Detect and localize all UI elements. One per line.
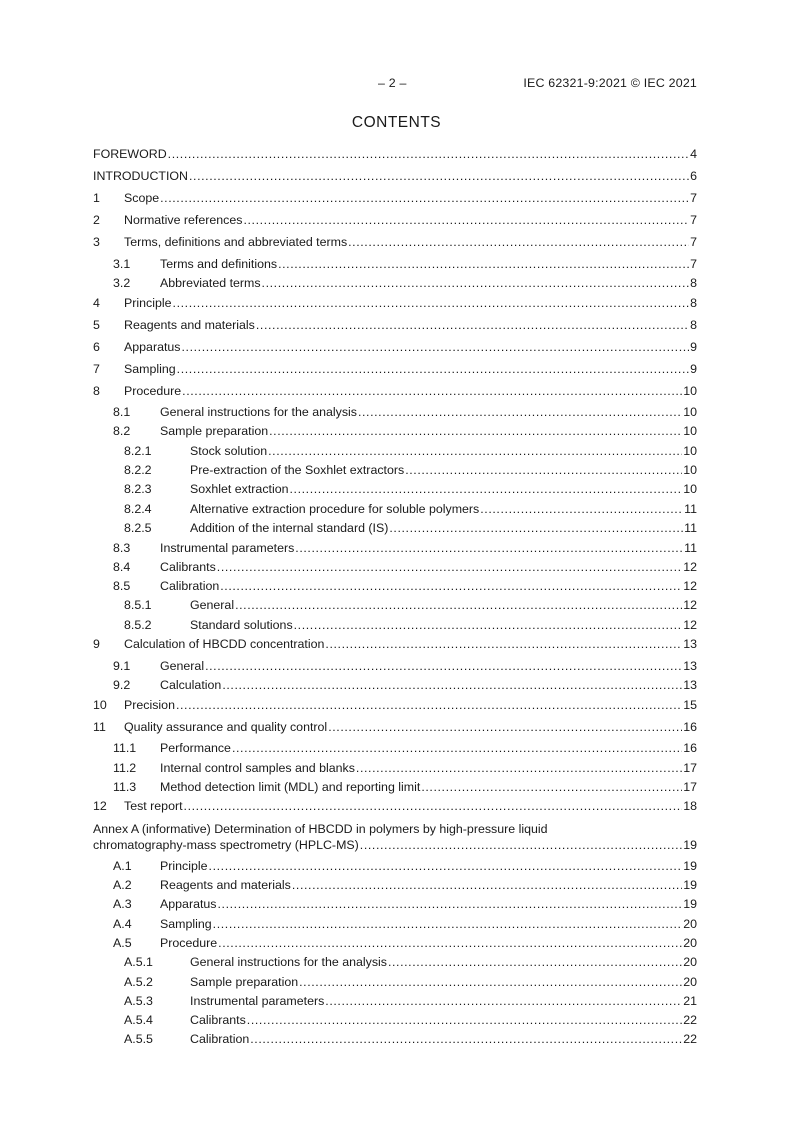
toc-entry-page: 11 (684, 521, 697, 535)
toc-entry-page: 19 (683, 878, 697, 892)
toc-entry-page: 7 (690, 191, 697, 205)
toc-entry[interactable] (0, 481, 793, 497)
toc-entry[interactable] (0, 597, 793, 613)
toc-entry-page: 20 (683, 936, 697, 950)
toc-entry-number: 9.2 (113, 678, 131, 692)
dot-leader (358, 404, 682, 420)
toc-entry-title: Precision (124, 698, 175, 712)
toc-entry[interactable] (0, 877, 793, 893)
toc-entry-title: Pre-extraction of the Soxhlet extractors (190, 463, 405, 477)
toc-entry-page: 19 (683, 897, 697, 911)
toc-entry[interactable] (0, 404, 793, 420)
toc-entry-title: Method detection limit (MDL) and reporting limit (160, 780, 421, 794)
toc-entry-number: 8.2.4 (124, 502, 152, 516)
toc-entry-title: Reagents and materials (160, 878, 291, 892)
toc-entry-page: 22 (683, 1032, 697, 1046)
toc-entry-page: 17 (683, 761, 697, 775)
toc-entry-page: 9 (690, 340, 697, 354)
dot-leader (268, 443, 682, 459)
dot-leader (405, 462, 682, 478)
toc-entry-number: 8 (93, 384, 100, 398)
toc-entry-page: 13 (683, 678, 697, 692)
toc-entry-page: 13 (683, 637, 697, 651)
annex-a-heading: Annex A (informative) Determination of HBCDD in polymers by high-pressure liquid (93, 822, 548, 836)
toc-entry-number: 1 (93, 191, 100, 205)
dot-leader (325, 993, 682, 1009)
toc-entry-title: FOREWORD (93, 147, 167, 161)
toc-entry[interactable] (0, 719, 793, 735)
toc-entry[interactable] (0, 896, 793, 912)
toc-entry-title: Sampling (160, 917, 212, 931)
toc-entry[interactable] (0, 339, 793, 355)
toc-entry-page: 10 (683, 482, 697, 496)
toc-entry-page: 21 (683, 994, 697, 1008)
toc-entry[interactable] (0, 993, 793, 1009)
dot-leader (189, 168, 689, 184)
toc-entry[interactable] (0, 578, 793, 594)
toc-entry-title: Sampling (124, 362, 176, 376)
toc-entry-number: A.1 (113, 859, 132, 873)
toc-entry-page: 7 (690, 257, 697, 271)
toc-entry-page: 19 (683, 859, 697, 873)
toc-entry[interactable] (0, 256, 793, 272)
toc-entry[interactable] (0, 798, 793, 814)
toc-entry-title: Internal control samples and blanks (160, 761, 355, 775)
dot-leader (218, 935, 682, 951)
toc-entry-number: A.5.5 (124, 1032, 153, 1046)
dot-leader (213, 916, 683, 932)
toc-entry[interactable] (0, 275, 793, 291)
toc-entry-title: General instructions for the analysis (190, 955, 387, 969)
toc-entry-title: Soxhlet extraction (190, 482, 289, 496)
toc-entry[interactable] (0, 361, 793, 377)
toc-entry-page: 8 (690, 296, 697, 310)
dot-leader (176, 697, 682, 713)
toc-entry-number: 8.3 (113, 541, 131, 555)
dot-leader (360, 837, 682, 853)
contents-title: CONTENTS (351, 114, 442, 131)
toc-entry-number: 8.5 (113, 579, 131, 593)
dot-leader (160, 190, 689, 206)
toc-entry-number: 11.1 (113, 741, 137, 755)
toc-entry-page: 19 (683, 838, 697, 852)
dot-leader (480, 501, 683, 517)
toc-entry-title: Addition of the internal standard (IS) (190, 521, 389, 535)
toc-entry-title: Calibrants (190, 1013, 246, 1027)
toc-entry-title: General (160, 659, 205, 673)
toc-entry-title: General instructions for the analysis (160, 405, 357, 419)
dot-leader (217, 896, 682, 912)
toc-entry-page: 10 (683, 424, 697, 438)
toc-entry[interactable] (0, 295, 793, 311)
toc-entry-page: 12 (683, 618, 697, 632)
standard-reference: IEC 62321-9:2021 © IEC 2021 (523, 76, 697, 90)
toc-entry-page: 8 (690, 318, 697, 332)
toc-entry-title: Reagents and materials (124, 318, 255, 332)
toc-entry-number: 11.2 (113, 761, 137, 775)
toc-entry[interactable] (0, 636, 793, 652)
toc-entry-title: Calibrants (160, 560, 216, 574)
toc-entry[interactable] (0, 974, 793, 990)
dot-leader (181, 339, 689, 355)
dot-leader (292, 877, 682, 893)
dot-leader (269, 423, 682, 439)
toc-entry-page: 13 (683, 659, 697, 673)
toc-entry-number: 9.1 (113, 659, 131, 673)
toc-entry-page: 18 (683, 799, 697, 813)
dot-leader (262, 275, 690, 291)
toc-entry-page: 15 (683, 698, 697, 712)
dot-leader (243, 212, 689, 228)
toc-entry-number: 3.2 (113, 276, 131, 290)
toc-entry-title: Performance (160, 741, 231, 755)
toc-entry[interactable] (0, 462, 793, 478)
toc-entry-title: Alternative extraction procedure for soluble polymers (190, 502, 480, 516)
dot-leader (247, 1012, 682, 1028)
toc-entry-number: 3.1 (113, 257, 131, 271)
toc-entry-page: 16 (683, 720, 697, 734)
dot-leader (389, 520, 683, 536)
toc-entry-number: A.5.2 (124, 975, 153, 989)
toc-entry[interactable] (0, 190, 793, 206)
toc-entry-title: Calibration (160, 579, 220, 593)
toc-entry[interactable] (0, 858, 793, 874)
dot-leader (177, 361, 689, 377)
toc-entry-title: Calculation (160, 678, 222, 692)
toc-entry-page: 20 (683, 917, 697, 931)
toc-entry[interactable] (0, 677, 793, 693)
dot-leader (184, 798, 683, 814)
dot-leader (348, 234, 689, 250)
toc-entry-title: Quality assurance and quality control (124, 720, 328, 734)
toc-entry[interactable] (0, 1012, 793, 1028)
dot-leader (182, 383, 682, 399)
toc-entry-number: 12 (93, 799, 107, 813)
toc-entry[interactable] (0, 423, 793, 439)
toc-entry-number: A.5 (113, 936, 132, 950)
toc-entry-number: 7 (93, 362, 100, 376)
toc-entry-number: 8.1 (113, 405, 131, 419)
toc-entry[interactable] (0, 559, 793, 575)
toc-entry[interactable] (0, 916, 793, 932)
toc-entry-number: 3 (93, 235, 100, 249)
toc-entry-page: 10 (683, 444, 697, 458)
toc-entry-number: 11.3 (113, 780, 137, 794)
toc-entry-number: 8.2.2 (124, 463, 152, 477)
toc-entry-number: A.4 (113, 917, 132, 931)
dot-leader (173, 295, 690, 311)
toc-entry-page: 12 (683, 560, 697, 574)
dot-leader (325, 636, 682, 652)
toc-entry-number: A.5.3 (124, 994, 153, 1008)
toc-entry-title: Test report (124, 799, 183, 813)
toc-entry-title: Sample preparation (190, 975, 299, 989)
toc-entry-title: Scope (124, 191, 160, 205)
toc-entry-title: Apparatus (160, 897, 217, 911)
toc-entry-page: 4 (690, 147, 697, 161)
toc-entry-title: Terms, definitions and abbreviated terms (124, 235, 348, 249)
toc-entry[interactable] (0, 540, 793, 556)
toc-entry-page: 22 (683, 1013, 697, 1027)
toc-entry[interactable] (0, 740, 793, 756)
toc-entry-page: 20 (683, 955, 697, 969)
toc-entry-number: A.2 (113, 878, 132, 892)
toc-entry[interactable] (0, 317, 793, 333)
toc-entry[interactable] (0, 1031, 793, 1047)
toc-entry-number: 8.2.5 (124, 521, 152, 535)
toc-entry[interactable] (0, 383, 793, 399)
toc-entry-page: 17 (683, 780, 697, 794)
toc-entry-title: Instrumental parameters (190, 994, 325, 1008)
dot-leader (278, 256, 689, 272)
toc-entry-title: General (190, 598, 235, 612)
toc-entry-title: Principle (160, 859, 208, 873)
toc-entry-title: Calibration (190, 1032, 250, 1046)
toc-entry-number: 2 (93, 213, 100, 227)
toc-entry-page: 10 (683, 384, 697, 398)
toc-entry[interactable] (0, 443, 793, 459)
toc-entry-number: 8.5.1 (124, 598, 152, 612)
toc-entry-number: 8.2 (113, 424, 131, 438)
toc-entry-page: 20 (683, 975, 697, 989)
toc-entry-title: Standard solutions (190, 618, 293, 632)
dot-leader (209, 858, 683, 874)
dot-leader (388, 954, 682, 970)
dot-leader (299, 974, 682, 990)
toc-entry-page: 6 (690, 169, 697, 183)
toc-entry-title: Normative references (124, 213, 243, 227)
toc-entry-title: Calculation of HBCDD concentration (124, 637, 325, 651)
toc-entry-number: 8.5.2 (124, 618, 152, 632)
toc-entry-title: chromatography-mass spectrometry (HPLC-MS) (93, 838, 359, 852)
toc-entry-title: Procedure (124, 384, 182, 398)
toc-entry-number: 4 (93, 296, 100, 310)
toc-entry-number: 10 (93, 698, 107, 712)
dot-leader (250, 1031, 682, 1047)
toc-entry-number: 5 (93, 318, 100, 332)
toc-entry-page: 12 (683, 579, 697, 593)
toc-entry-page: 11 (684, 541, 697, 555)
toc-entry[interactable] (0, 617, 793, 633)
toc-entry-page: 7 (690, 213, 697, 227)
toc-entry-page: 7 (690, 235, 697, 249)
toc-entry[interactable] (0, 658, 793, 674)
toc-entry[interactable] (0, 935, 793, 951)
dot-leader (205, 658, 682, 674)
toc-entry-number: 8.2.3 (124, 482, 152, 496)
toc-entry-number: A.3 (113, 897, 132, 911)
dot-leader (356, 760, 682, 776)
dot-leader (222, 677, 682, 693)
dot-leader (328, 719, 682, 735)
page-number: – 2 – (378, 76, 407, 90)
toc-entry-title: INTRODUCTION (93, 169, 188, 183)
toc-entry-page: 9 (690, 362, 697, 376)
toc-entry-page: 8 (690, 276, 697, 290)
toc-entry-page: 10 (683, 463, 697, 477)
toc-entry-title: Instrumental parameters (160, 541, 295, 555)
dot-leader (217, 559, 682, 575)
toc-entry[interactable] (0, 760, 793, 776)
dot-leader (295, 540, 683, 556)
toc-entry[interactable] (0, 954, 793, 970)
toc-entry-title: Abbreviated terms (160, 276, 261, 290)
dot-leader (220, 578, 682, 594)
toc-entry-page: 10 (683, 405, 697, 419)
toc-entry-number: A.5.4 (124, 1013, 153, 1027)
dot-leader (421, 779, 682, 795)
toc-entry[interactable] (0, 697, 793, 713)
toc-entry-number: 6 (93, 340, 100, 354)
dot-leader (256, 317, 689, 333)
dot-leader (294, 617, 683, 633)
toc-entry-number: A.5.1 (124, 955, 153, 969)
dot-leader (290, 481, 683, 497)
toc-entry[interactable] (0, 837, 793, 853)
toc-entry-title: Principle (124, 296, 172, 310)
toc-entry-title: Terms and definitions (160, 257, 278, 271)
toc-entry[interactable] (0, 168, 793, 184)
toc-entry-number: 8.4 (113, 560, 131, 574)
dot-leader (168, 146, 689, 162)
toc-entry-title: Procedure (160, 936, 218, 950)
toc-entry-number: 9 (93, 637, 100, 651)
toc-entry[interactable] (0, 779, 793, 795)
toc-entry-number: 11 (93, 720, 106, 734)
toc-entry-page: 16 (683, 741, 697, 755)
toc-entry-page: 11 (684, 502, 697, 516)
toc-entry[interactable] (0, 212, 793, 228)
toc-entry-title: Stock solution (190, 444, 268, 458)
toc-entry[interactable] (0, 501, 793, 517)
dot-leader (232, 740, 682, 756)
toc-entry-number: 8.2.1 (124, 444, 152, 458)
toc-entry[interactable] (0, 520, 793, 536)
toc-entry[interactable] (0, 146, 793, 162)
toc-entry-title: Sample preparation (160, 424, 269, 438)
toc-entry[interactable] (0, 234, 793, 250)
toc-entry-title: Apparatus (124, 340, 181, 354)
toc-entry-page: 12 (683, 598, 697, 612)
dot-leader (235, 597, 682, 613)
